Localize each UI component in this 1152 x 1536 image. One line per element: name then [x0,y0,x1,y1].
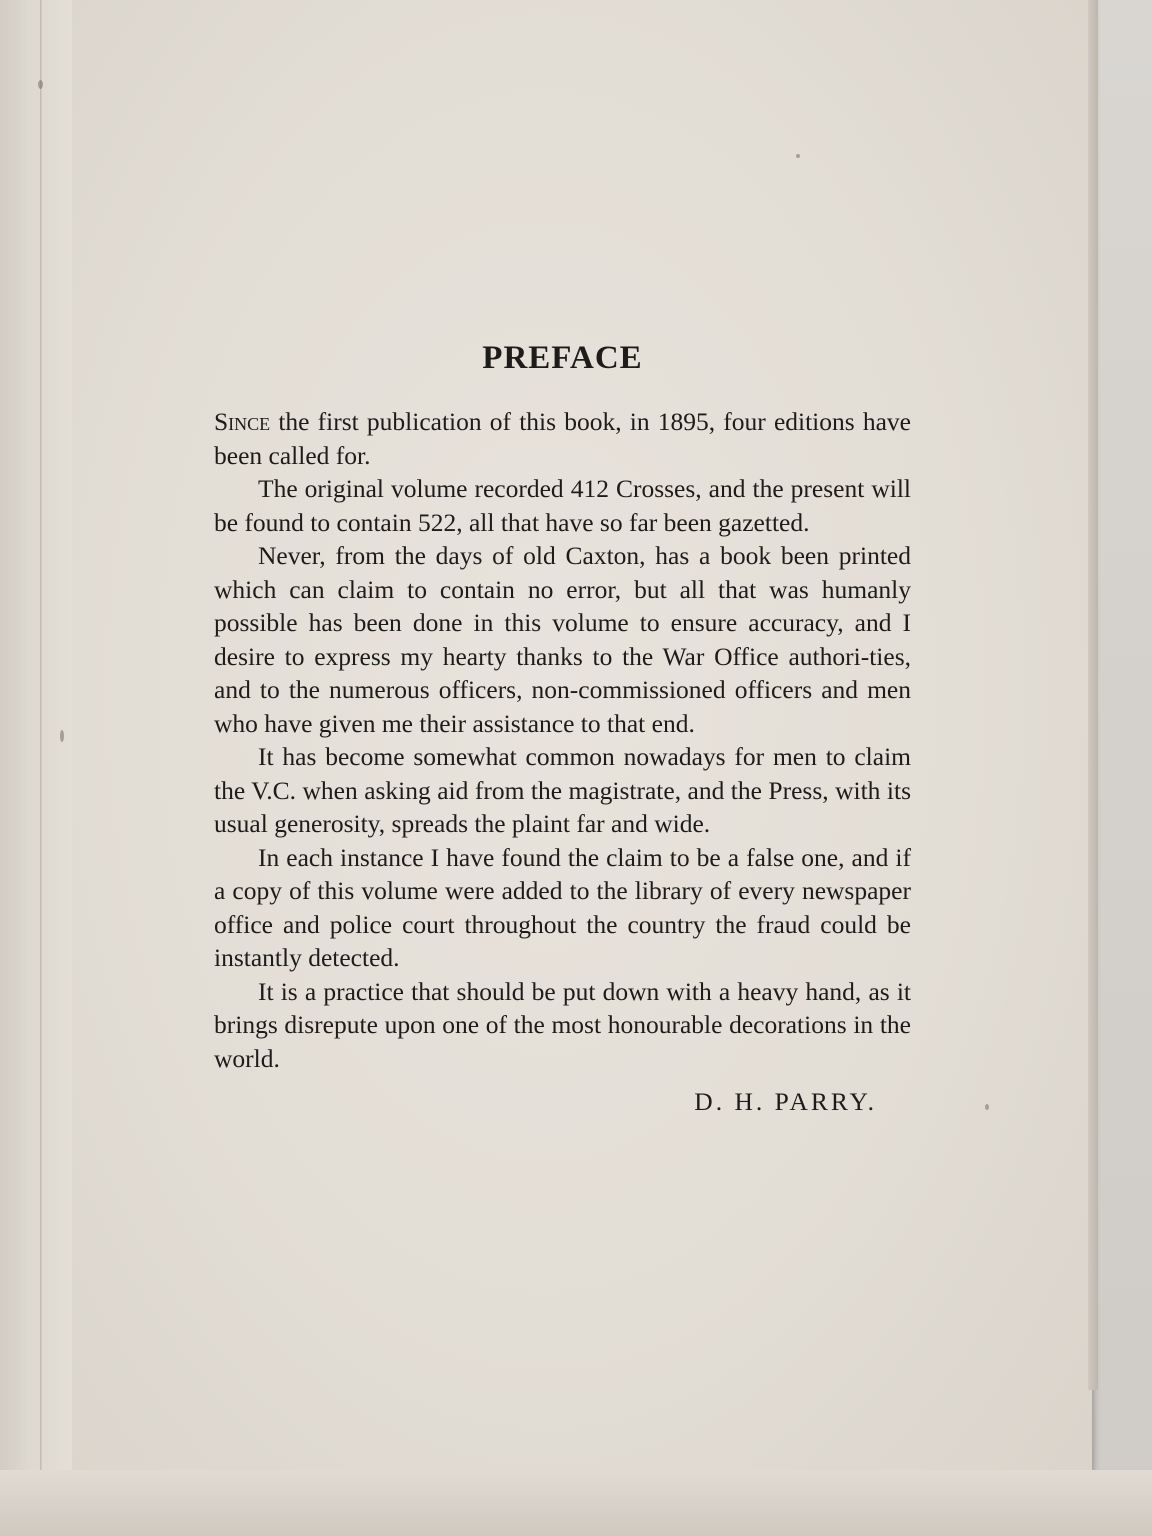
page-blemish [796,154,800,158]
book-gutter [0,0,72,1536]
paragraph-4 [214,740,911,841]
preface-text-block [214,340,911,1117]
paragraph-2 [214,472,911,539]
paragraph-text: It has become somewhat common nowadays for men to claim the V.C. when asking aid from the magistrate, and the Press, with its usual generosity, spreads the plaint far and wide. [214,742,911,838]
page-blemish [38,80,43,89]
paragraph-6 [214,975,911,1076]
page-title: PREFACE [482,340,643,376]
paragraph-text: the first publication of this book, in 1895, four editions have been called for. [214,407,911,470]
paragraph-3 [214,539,911,740]
paragraph-text: In each instance I have found the claim to be a false one, and if a copy of this volume were added to the library of every newspaper office and police court throughout the country the fraud could be instantly detected. [214,842,911,972]
paragraph-lead-small-caps: Since [214,407,271,436]
paragraph-5 [214,841,911,975]
page-bottom-edge [0,1470,1152,1536]
page-blemish [985,1104,989,1110]
gutter-fold-line [40,0,43,1536]
paragraph-1 [214,405,911,472]
page-blemish [60,730,64,742]
paragraph-text: It is a practice that should be put down with a heavy hand, as it brings disrepute upon one of the most honourable decorations in the world. [214,976,911,1073]
paragraph-text: Never, from the days of old Caxton, has a book been printed which can claim to contain no error, but all that was humanly possible has been done in this volume to ensure accuracy, and I desire to express my hearty thanks to the War Office authori-ties, and to the numerous officers, non-commissioned officers and men who have given me their assistance to that end. [214,541,911,738]
page-right-edge [1088,0,1098,1390]
paragraph-text: The original volume recorded 412 Crosses, and the present will be found to contain 522, all that have so far been gazetted. [214,474,911,537]
author-signature: D. H. PARRY. [694,1087,877,1116]
